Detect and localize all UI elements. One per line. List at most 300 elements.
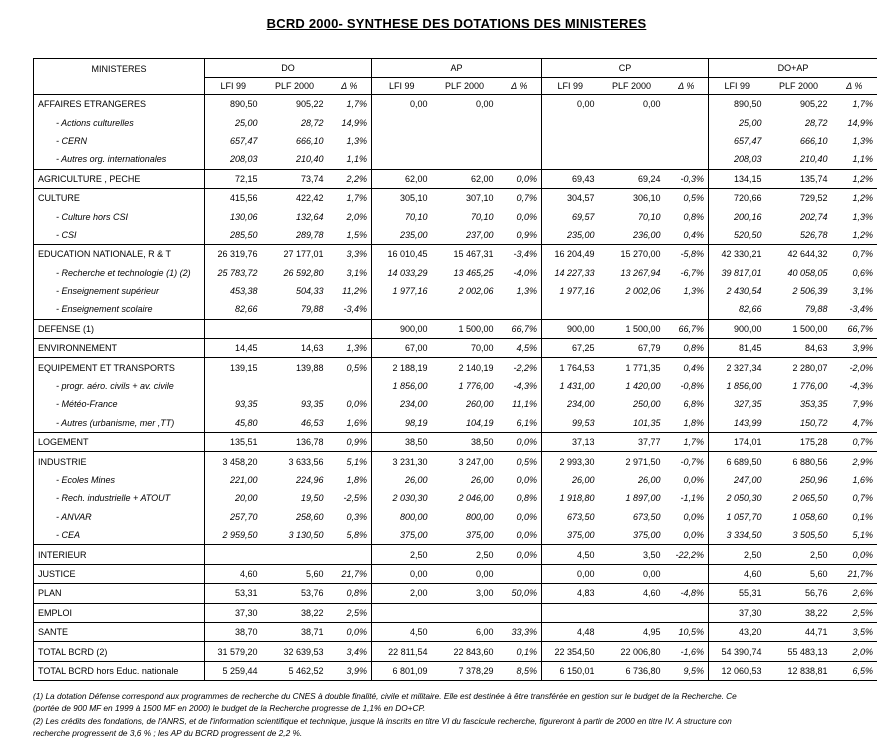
value-cell: 3 633,56 [262,452,328,471]
delta-cell: 7,9% [832,395,877,413]
value-cell: 208,03 [205,150,262,169]
value-cell: 12 060,53 [709,661,766,680]
footnote-line: (portée de 900 MF en 1999 à 1500 MF en 2000) le budget de la Recherche progresse de 1,1% en DO+CP. [33,703,426,714]
delta-cell: 1,2% [832,169,877,188]
value-cell [599,300,665,319]
value-cell: 98,19 [372,414,432,433]
ministere-label: AGRICULTURE , PECHE [34,169,205,188]
value-cell: 673,50 [542,508,599,526]
delta-cell: 1,3% [832,207,877,225]
delta-cell [498,300,542,319]
delta-cell: 1,6% [346,417,367,428]
page-title: BCRD 2000- SYNTHESE DES DOTATIONS DES MINISTERES [266,16,647,31]
value-cell: 16 204,49 [542,245,599,264]
value-cell: 38,50 [432,433,498,452]
delta-cell [665,95,709,114]
delta-cell: 0,0% [498,545,542,564]
value-cell: 62,00 [372,169,432,188]
value-cell: 14 033,29 [372,264,432,282]
value-cell: 247,00 [709,471,766,489]
value-cell: 504,33 [295,286,324,297]
value-cell: 236,00 [632,229,661,240]
table-row [34,132,877,150]
delta-cell: 1,3% [832,132,877,150]
delta-cell: 1,1% [832,150,877,169]
subheader-cell: Δ % [498,78,542,95]
value-cell: 40 058,05 [787,267,828,278]
delta-cell: 2,5% [328,603,372,622]
value-cell: 55,31 [709,584,766,603]
value-cell: 307,10 [432,188,498,207]
value-cell: 69,24 [599,169,665,188]
value-cell: 135,74 [766,169,832,188]
value-cell: 27 177,01 [262,245,328,264]
ministere-label: TOTAL BCRD (2) [34,642,205,661]
table-row [34,169,877,188]
table-row [34,150,877,169]
value-cell: 0,00 [599,564,665,583]
delta-cell [665,113,709,131]
delta-cell [498,603,542,622]
value-cell: 260,00 [465,399,494,410]
value-cell: 20,00 [205,489,262,507]
value-cell: 42 644,32 [766,245,832,264]
value-cell: 28,72 [300,117,324,128]
delta-cell: 0,8% [665,339,709,358]
delta-cell: -4,3% [513,381,538,392]
delta-cell: -6,7% [680,267,705,278]
delta-cell [498,132,542,150]
value-cell: 82,66 [205,300,262,319]
value-cell: 0,00 [432,95,498,114]
value-cell: 305,10 [372,188,432,207]
table-row [34,282,877,300]
value-cell: 520,50 [709,226,766,245]
value-cell: 13 465,25 [453,267,494,278]
delta-cell: 8,5% [498,661,542,680]
value-cell [542,113,599,131]
value-cell [262,377,328,395]
value-cell: 55 483,13 [766,642,832,661]
delta-cell: 1,5% [346,229,367,240]
delta-cell: 0,0% [346,399,367,410]
delta-cell: 6,1% [516,417,538,428]
delta-cell: 0,4% [665,358,709,377]
value-cell: 208,03 [709,150,766,169]
delta-cell: -2,2% [498,358,542,377]
value-cell: 1 420,00 [625,381,661,392]
value-cell: 237,00 [465,229,494,240]
delta-cell: 4,7% [832,414,877,433]
value-cell: 210,40 [799,154,828,165]
value-cell: 72,15 [205,169,262,188]
value-cell: 2 030,30 [372,489,432,507]
value-cell: 70,10 [372,207,432,225]
footnote-line: (1) La dotation Défense correspond aux programmes de recherche du CNES à double finalité, civile et militaire. Elle est destinée à être transférée en gestion sur le budget de la Recherche. Ce [33,691,737,701]
value-cell: 6 736,80 [599,661,665,680]
value-cell: 136,78 [262,433,328,452]
ministere-label: - progr. aéro. civils + av. civile [34,377,205,395]
value-cell [542,300,599,319]
delta-cell: 33,3% [498,622,542,641]
value-cell: 14,45 [205,339,262,358]
subheader-cell: Δ % [832,78,877,95]
delta-cell [665,300,709,319]
delta-cell: 0,5% [498,452,542,471]
value-cell: 2 430,54 [709,282,766,300]
ministere-label: - Culture hors CSI [34,207,205,225]
delta-cell: 9,5% [665,661,709,680]
header-ministeres: MINISTERES [34,59,205,95]
ministere-label: INDUSTRIE [34,452,205,471]
value-cell: 1 500,00 [766,319,832,338]
value-cell: 53,31 [205,584,262,603]
delta-cell: 5,1% [328,452,372,471]
value-cell [205,545,262,564]
value-cell: 1 764,53 [542,358,599,377]
subheader-cell: Δ % [328,78,372,95]
ministere-label: LOGEMENT [34,433,205,452]
value-cell: 1 058,60 [792,511,828,522]
value-cell: 62,00 [432,169,498,188]
delta-cell: 0,7% [832,489,877,507]
delta-cell: 0,1% [832,508,877,526]
value-cell: 905,22 [766,95,832,114]
value-cell: 729,52 [766,188,832,207]
value-cell: 104,19 [465,417,494,428]
value-cell: 139,88 [262,358,328,377]
subheader-cell: PLF 2000 [432,78,498,95]
value-cell: 26 319,76 [205,245,262,264]
value-cell: 84,63 [766,339,832,358]
delta-cell: 3,1% [346,267,367,278]
delta-cell [328,319,372,338]
value-cell: 26,00 [637,475,661,485]
footnote-line: (2) Les crédits des fondations, de l'ANRS, et de l'information scientifique et technique, jusque là inscrits en titre VI du fascicule recherche, figureront à partir de 2000 en titre IV. A structure con [33,715,732,726]
value-cell: 53,76 [262,584,328,603]
value-cell: 202,74 [799,211,828,222]
value-cell: 4,60 [599,584,665,603]
value-cell: 2 050,30 [709,489,766,507]
delta-cell: 0,0% [683,511,705,522]
delta-cell: -4,8% [665,584,709,603]
value-cell: 28,72 [804,117,828,128]
ministere-label: - CEA [34,526,205,545]
value-cell: 3,00 [432,584,498,603]
ministere-label: AFFAIRES ETRANGERES [34,95,205,114]
value-cell: 200,16 [709,207,766,225]
header-group-cp: CP [542,59,709,78]
value-cell: 257,70 [205,508,262,526]
table-row [34,226,877,245]
value-cell: 70,10 [470,211,494,222]
value-cell: 1 776,00 [792,381,828,392]
value-cell: 4,48 [542,622,599,641]
delta-cell: 0,0% [832,545,877,564]
value-cell: 0,00 [372,564,432,583]
value-cell [205,319,262,338]
value-cell: 0,00 [432,564,498,583]
delta-cell: -3,4% [832,300,877,319]
header-group-do: DO [205,59,372,78]
value-cell: 31 579,20 [205,642,262,661]
value-cell: 1 776,00 [458,381,494,392]
ministere-label: DEFENSE (1) [34,319,205,338]
delta-cell: -5,8% [665,245,709,264]
delta-cell: 4,5% [498,339,542,358]
value-cell: 1 771,35 [599,358,665,377]
value-cell: 82,66 [709,300,766,319]
value-cell: 134,15 [709,169,766,188]
value-cell: 250,00 [632,399,661,410]
delta-cell: 66,7% [665,319,709,338]
value-cell: 37,30 [709,603,766,622]
delta-cell [498,150,542,169]
delta-cell: 2,6% [832,584,877,603]
value-cell: 2 993,30 [542,452,599,471]
value-cell: 234,00 [542,395,599,413]
delta-cell: 0,0% [516,211,538,222]
delta-cell: 1,2% [832,226,877,245]
delta-cell: 14,9% [832,113,877,131]
value-cell: 81,45 [709,339,766,358]
delta-cell: -1,6% [665,642,709,661]
table-row [34,508,877,526]
value-cell: 673,50 [632,511,661,522]
delta-cell: 3,4% [328,642,372,661]
subheader-cell: PLF 2000 [599,78,665,95]
value-cell: 235,00 [372,226,432,245]
ministere-label: PLAN [34,584,205,603]
subheader-cell: LFI 99 [372,78,432,95]
table-row [34,113,877,131]
delta-cell: 1,7% [328,188,372,207]
value-cell: 43,20 [709,622,766,641]
value-cell: 327,35 [709,395,766,413]
value-cell: 657,47 [205,132,262,150]
delta-cell: 3,9% [328,661,372,680]
value-cell: 2 002,06 [625,286,661,297]
value-cell: 37,77 [599,433,665,452]
delta-cell: 1,3% [328,339,372,358]
subheader-cell: LFI 99 [542,78,599,95]
value-cell: 3 334,50 [709,526,766,545]
delta-cell: 0,1% [498,642,542,661]
value-cell: 800,00 [465,511,494,522]
delta-cell: 66,7% [498,319,542,338]
delta-cell: 11,1% [512,399,538,410]
value-cell: 44,71 [766,622,832,641]
value-cell: 306,10 [599,188,665,207]
delta-cell: 1,1% [346,154,367,165]
value-cell: 900,00 [709,319,766,338]
delta-cell: 0,0% [498,433,542,452]
value-cell: 22 843,60 [432,642,498,661]
value-cell: 130,06 [205,207,262,225]
value-cell: 54 390,74 [709,642,766,661]
delta-cell: 11,2% [342,286,367,297]
value-cell: 70,00 [432,339,498,358]
ministere-label: ENVIRONNEMENT [34,339,205,358]
value-cell: 25 783,72 [205,264,262,282]
value-cell: 67,00 [372,339,432,358]
delta-cell: 2,0% [346,211,367,222]
ministere-label: CULTURE [34,188,205,207]
value-cell [542,150,599,169]
value-cell: 2 280,07 [766,358,832,377]
value-cell [599,603,665,622]
table-row [34,622,877,641]
footnotes [33,690,877,740]
value-cell: 69,43 [542,169,599,188]
ministere-label: - Autres (urbanisme, mer ,TT) [34,414,205,433]
value-cell: 19,50 [300,493,324,504]
value-cell: 38,50 [372,433,432,452]
value-cell: 1 856,00 [709,377,766,395]
delta-cell: 0,0% [498,169,542,188]
value-cell: 15 467,31 [432,245,498,264]
delta-cell [498,95,542,114]
value-cell: 79,88 [804,304,828,315]
ministere-label: EDUCATION NATIONALE, R & T [34,245,205,264]
value-cell: 258,60 [295,511,324,522]
table-row [34,564,877,583]
value-cell: 1 500,00 [432,319,498,338]
value-cell [432,603,498,622]
value-cell: 2 065,50 [792,493,828,504]
ministere-label: - Enseignement supérieur [34,282,205,300]
value-cell: 353,35 [799,399,828,410]
value-cell: 250,96 [799,475,828,485]
value-cell: 0,00 [542,95,599,114]
delta-cell: -2,0% [832,358,877,377]
value-cell: 2,50 [766,545,832,564]
value-cell: 2 971,50 [599,452,665,471]
value-cell: 37,13 [542,433,599,452]
value-cell: 38,22 [262,603,328,622]
value-cell: 5,60 [262,564,328,583]
value-cell: 289,78 [295,229,324,240]
ministere-label: TOTAL BCRD hors Educ. nationale [34,661,205,680]
delta-cell: 0,7% [832,245,877,264]
value-cell: 0,00 [599,95,665,114]
value-cell: 6 689,50 [709,452,766,471]
value-cell: 4,60 [205,564,262,583]
value-cell: 4,95 [599,622,665,641]
value-cell: 6 150,01 [542,661,599,680]
value-cell: 3 247,00 [432,452,498,471]
value-cell: 3 505,50 [792,530,828,541]
value-cell: 2 506,39 [792,286,828,297]
table-row [34,300,877,319]
value-cell: 2 327,34 [709,358,766,377]
delta-cell [665,564,709,583]
delta-cell: 0,5% [328,358,372,377]
delta-cell: -0,3% [665,169,709,188]
subheader-cell: Δ % [665,78,709,95]
value-cell: 235,00 [542,226,599,245]
value-cell: 25,00 [205,113,262,131]
delta-cell: -0,7% [665,452,709,471]
ministere-label: SANTE [34,622,205,641]
table-row [34,545,877,564]
delta-cell [328,545,372,564]
value-cell: 1 918,80 [542,489,599,507]
delta-cell: 5,1% [832,526,877,545]
ministere-label: - Rech. industrielle + ATOUT [34,489,205,507]
value-cell: 69,57 [542,207,599,225]
delta-cell: 14,9% [341,117,367,128]
delta-cell: 0,8% [328,584,372,603]
value-cell: 67,79 [599,339,665,358]
ministere-label: - Météo-France [34,395,205,413]
table-row [34,395,877,413]
value-cell: 453,38 [205,282,262,300]
value-cell: 174,01 [709,433,766,452]
value-cell: 375,00 [542,526,599,545]
table-row [34,661,877,680]
delta-cell: 0,4% [683,229,705,240]
value-cell: 39 817,01 [709,264,766,282]
value-cell: 5,60 [766,564,832,583]
table-row [34,358,877,377]
value-cell [599,113,665,131]
value-cell: 143,99 [709,414,766,433]
table-row [34,245,877,264]
value-cell: 4,50 [542,545,599,564]
value-cell: 2 046,00 [458,493,494,504]
delta-cell: -0,8% [680,381,705,392]
value-cell [432,150,498,169]
value-cell: 304,57 [542,188,599,207]
delta-cell: 1,2% [832,188,877,207]
delta-cell: 2,2% [328,169,372,188]
value-cell: 285,50 [205,226,262,245]
value-cell: 1 057,70 [709,508,766,526]
value-cell: 720,66 [709,188,766,207]
value-cell [262,545,328,564]
delta-cell: 1,7% [328,95,372,114]
delta-cell: 0,3% [346,511,367,522]
value-cell [372,603,432,622]
value-cell: 26 592,80 [283,267,324,278]
delta-cell: 0,7% [832,433,877,452]
delta-cell: 5,8% [346,530,367,541]
table-row [34,207,877,225]
value-cell [542,603,599,622]
value-cell: 1 977,16 [372,282,432,300]
value-cell: 38,71 [262,622,328,641]
value-cell [205,377,262,395]
value-cell: 4,60 [709,564,766,583]
value-cell: 900,00 [542,319,599,338]
value-cell: 800,00 [372,508,432,526]
value-cell: 38,70 [205,622,262,641]
delta-cell: 1,7% [832,95,877,114]
value-cell: 25,00 [709,113,766,131]
value-cell: 905,22 [262,95,328,114]
delta-cell: 0,5% [665,188,709,207]
table-row [34,489,877,507]
delta-cell: 2,0% [832,642,877,661]
table-row [34,433,877,452]
value-cell: 14,63 [262,339,328,358]
value-cell: 2 959,50 [205,526,262,545]
delta-cell: 1,8% [346,475,367,485]
value-cell: 1 500,00 [599,319,665,338]
value-cell: 6,00 [432,622,498,641]
value-cell [432,132,498,150]
